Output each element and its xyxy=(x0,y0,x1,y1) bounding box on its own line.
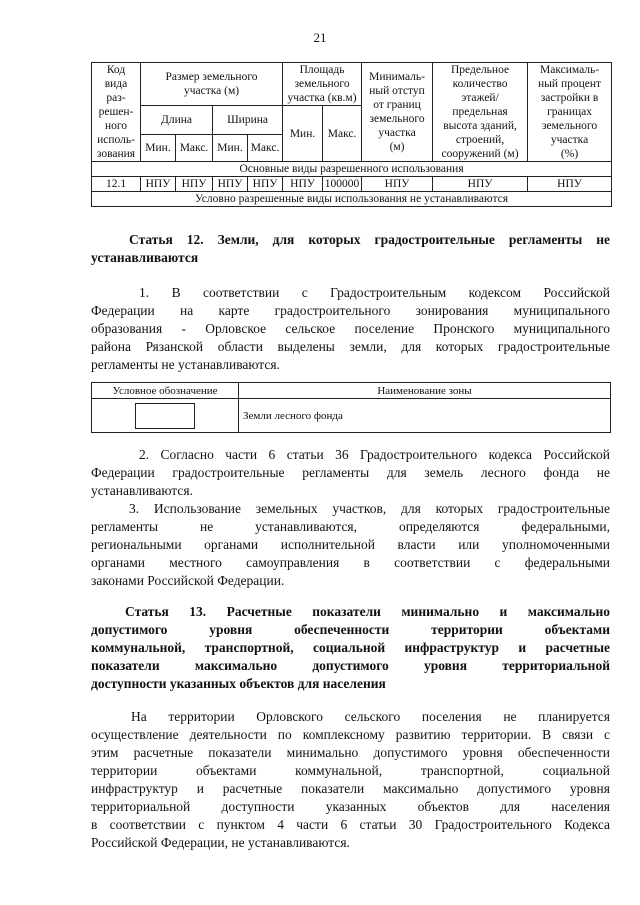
header-length-min: Мин. xyxy=(141,135,176,162)
header-area-min: Мин. xyxy=(283,106,323,162)
header-plot-size: Размер земельного участка (м) xyxy=(141,63,283,106)
header-area-max: Макс. xyxy=(323,106,362,162)
article-13-heading: Статья 13. Расчетные показатели минимально и максимально допустимого уровня обеспеченности территории объектами коммунальной, транспортной, социальной инфраструктур и расчетные показатели максимально допустимого уровня территориальной доступности указанных объектов для населения xyxy=(91,604,610,691)
header-max-floors: Предельное количество этажей/ предельная высота зданий, строений, сооружений (м) xyxy=(433,63,528,162)
header-length-max: Макс. xyxy=(176,135,213,162)
header-width-max: Макс. xyxy=(248,135,283,162)
zone-name: Земли лесного фонда xyxy=(239,399,611,433)
article-12-paragraph-2: 2. Согласно части 6 статьи 36 Градостроительного кодекса Российской Федерации градостроительные регламенты для земель лесного фонда не устанавливаются. xyxy=(91,447,610,498)
header-length: Длина xyxy=(141,106,213,135)
article-13-paragraph: На территории Орловского сельского поселения не планируется осуществление деятельности по комплексному развитию территории. В связи с этим расчетные показатели минимально допустимого уровня обеспеченности территории объектами коммунальной, транспортной, социальной инфраструктур и расчетные показатели максимально допустимого уровня территориальной доступности указанных объектов для населения в соответствии с пунктом 4 части 6 статьи 30 Градостроительного Кодекса Российской Федерации, не устанавливаются. xyxy=(91,709,610,850)
header-code: Код вида раз- решен- ного исполь- зования xyxy=(92,63,141,162)
zones-table xyxy=(91,382,611,433)
legend-symbol xyxy=(135,403,195,429)
article-12-paragraph-1: 1. В соответствии с Градостроительным кодексом Российской Федерации на карте градостроительного зонирования муниципального образования - Орловское сельское поселение Пронского муниципального района Рязанской области выделены земли, для которых градостроительные регламенты не устанавливаются. xyxy=(91,285,610,372)
section-conditional-uses: Условно разрешенные виды использования не устанавливаются xyxy=(92,192,612,207)
header-width: Ширина xyxy=(213,106,283,135)
table-row: 12.1 НПУ НПУ НПУ НПУ НПУ 100000 НПУ НПУ НПУ xyxy=(92,177,612,192)
article-12-paragraph-3: 3. Использование земельных участков, для которых градостроительные регламенты не устанавливаются, определяются федеральными, региональными органами исполнительной власти или уполномоченными органами местного самоуправления в соответствии с федеральными законами Российской Федерации. xyxy=(91,501,610,588)
section-main-uses: Основные виды разрешенного использования xyxy=(92,162,612,177)
zones-col-name: Наименование зоны xyxy=(239,383,611,399)
header-max-coverage: Максималь- ный процент застройки в границах земельного участка (%) xyxy=(528,63,612,162)
article-12-heading: Статья 12. Земли, для которых градостроительные регламенты не устанавливаются xyxy=(91,232,610,265)
land-parameters-table xyxy=(91,62,612,207)
zones-col-legend: Условное обозначение xyxy=(92,383,239,399)
page-number: 21 xyxy=(313,30,327,45)
header-width-min: Мин. xyxy=(213,135,248,162)
header-min-setback: Минималь- ный отступ от границ земельного участка (м) xyxy=(362,63,433,162)
header-plot-area: Площадь земельного участка (кв.м) xyxy=(283,63,362,106)
